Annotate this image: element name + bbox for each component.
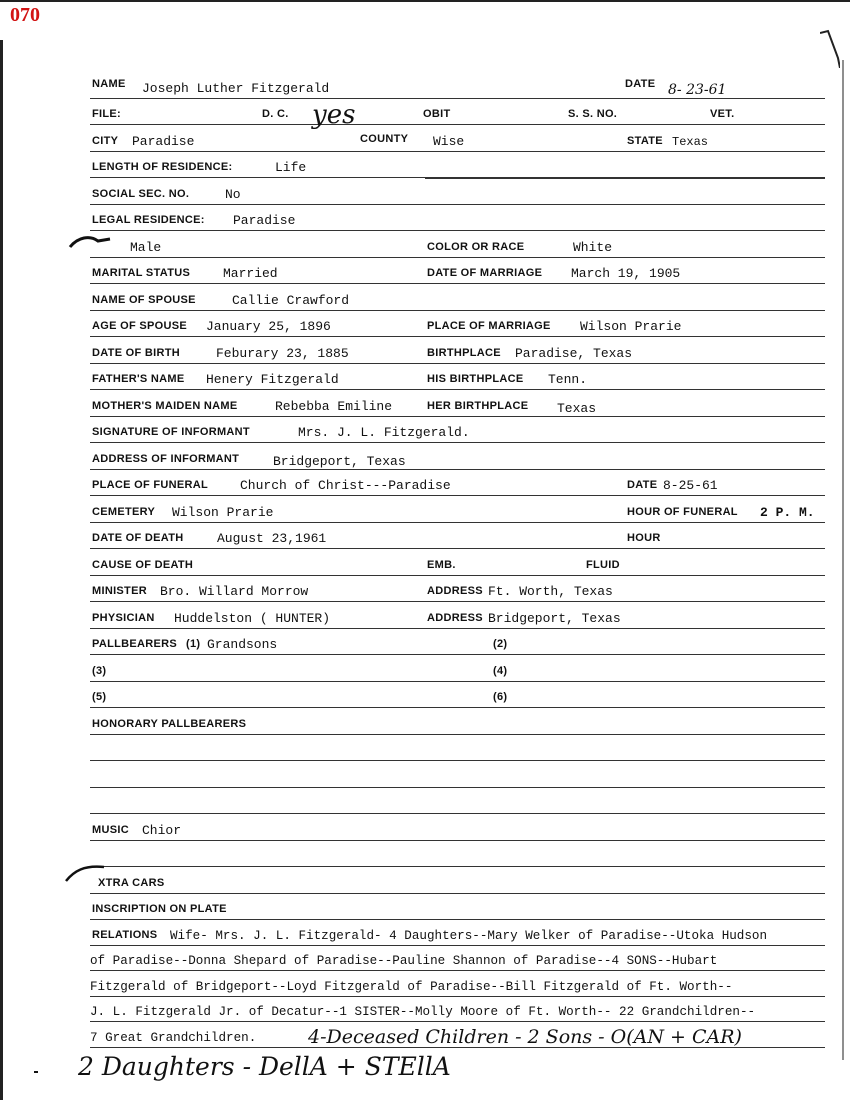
- row-minister: [90, 576, 825, 603]
- her-birthplace-label: HER BIRTHPLACE: [427, 399, 529, 412]
- row-cemetery: [90, 496, 825, 523]
- honorary-pallbearers-label: HONORARY PALLBEARERS: [92, 717, 247, 730]
- funeral-record-form: [78, 72, 825, 1088]
- place-of-funeral-value: Church of Christ---Paradise: [240, 478, 451, 493]
- date-label: DATE: [625, 77, 656, 90]
- relations-label: RELATIONS: [92, 928, 158, 941]
- age-of-spouse-label: AGE OF SPOUSE: [92, 320, 187, 332]
- minister-address-label: ADDRESS: [427, 585, 483, 597]
- honorary-blank-line-1: [90, 735, 825, 762]
- dc-label: D. C.: [262, 108, 289, 120]
- obit-label: OBIT: [423, 108, 451, 120]
- social-sec-label: SOCIAL SEC. NO.: [92, 187, 190, 200]
- row-pallbearers-1-2: [90, 629, 825, 656]
- inscription-on-plate-label: INSCRIPTION ON PLATE: [92, 903, 227, 915]
- page-number: 070: [10, 4, 40, 26]
- hour-of-funeral-label: HOUR OF FUNERAL: [627, 505, 738, 518]
- relations-text-3: Fitzgerald of Bridgeport--Loyd Fitzgerald of Paradise--Bill Fitzgerald of Ft. Worth--: [90, 979, 733, 994]
- place-of-marriage-label: PLACE OF MARRIAGE: [427, 320, 551, 332]
- row-social-sec: [90, 178, 825, 205]
- extra-cars-label: XTRA CARS: [98, 876, 165, 889]
- row-honorary-pallbearers: [90, 708, 825, 735]
- county-value: Wise: [433, 133, 465, 149]
- row-signature-informant: [90, 417, 825, 444]
- signature-of-informant-label: SIGNATURE OF INFORMANT: [92, 426, 250, 438]
- city-value: Paradise: [132, 133, 195, 149]
- row-legal-residence: [90, 205, 825, 232]
- physician-address-label: ADDRESS: [427, 611, 483, 624]
- name-label: NAME: [92, 77, 126, 90]
- fathers-name-value: Henery Fitzgerald: [206, 372, 339, 387]
- row-pallbearers-3-4: [90, 655, 825, 682]
- pallbearer-slot-1-num: (1): [186, 638, 201, 650]
- row-pallbearers-5-6: [90, 682, 825, 709]
- row-physician: [90, 602, 825, 629]
- physician-address-value: Bridgeport, Texas: [488, 610, 621, 626]
- scan-edge-top: [0, 0, 850, 2]
- minister-label: MINISTER: [92, 585, 147, 597]
- his-birthplace-value: Tenn.: [548, 372, 588, 387]
- relations-text-5: 7 Great Grandchildren.: [90, 1030, 257, 1045]
- date-of-death-label: DATE OF DEATH: [92, 532, 184, 544]
- address-of-informant-label: ADDRESS OF INFORMANT: [92, 452, 240, 465]
- pallbearers-label: PALLBEARERS: [92, 638, 177, 650]
- relations-text-1: Wife- Mrs. J. L. Fitzgerald- 4 Daughters--Mary Welker of Paradise--Utoka Hudson: [170, 928, 768, 943]
- physician-value: Huddelston ( HUNTER): [174, 610, 331, 626]
- relations-line-5: [90, 1022, 825, 1048]
- age-of-spouse-value: January 25, 1896: [206, 319, 331, 334]
- row-place-of-funeral: [90, 470, 825, 497]
- color-or-race-label: COLOR OR RACE: [427, 240, 525, 253]
- sex-value: Male: [130, 239, 162, 255]
- length-of-residence-label: LENGTH OF RESIDENCE:: [92, 161, 233, 173]
- relations-line-3: [90, 971, 825, 997]
- birthplace-label: BIRTHPLACE: [427, 346, 501, 359]
- pallbearer-slot-5-num: (5): [92, 691, 107, 703]
- row-sex: [90, 231, 825, 258]
- cemetery-label: CEMETERY: [92, 505, 156, 518]
- handwritten-note-daughters: 2 Daughters - DellA + STEllA: [78, 1051, 451, 1081]
- minister-value: Bro. Willard Morrow: [160, 584, 309, 599]
- row-cause-of-death: [90, 549, 825, 576]
- honorary-blank-line-3: [90, 788, 825, 815]
- place-of-funeral-label: PLACE OF FUNERAL: [92, 479, 209, 491]
- row-age-of-spouse: [90, 311, 825, 338]
- color-or-race-value: White: [573, 239, 613, 255]
- relations-text-4: J. L. Fitzgerald Jr. of Decatur--1 SISTER--Molly Moore of Ft. Worth-- 22 Grandchildren--: [90, 1005, 756, 1019]
- relations-line-1: [90, 920, 825, 946]
- music-label: MUSIC: [92, 823, 129, 836]
- date-of-marriage-value: March 19, 1905: [571, 266, 681, 281]
- row-city: [90, 125, 825, 152]
- date-value: 8- 23-61: [668, 81, 727, 98]
- legal-residence-label: LEGAL RESIDENCE:: [92, 214, 205, 226]
- music-blank-line: [90, 841, 825, 868]
- minister-address-value: Ft. Worth, Texas: [488, 584, 613, 599]
- row-extra-cars: [90, 867, 825, 894]
- handwritten-note-deceased-children: 4-Deceased Children - 2 Sons - O(AN + CAR): [308, 1025, 742, 1048]
- emb-label: EMB.: [427, 558, 456, 571]
- ss-no-label: S. S. NO.: [568, 108, 618, 120]
- fluid-label: FLUID: [586, 558, 620, 571]
- pallbearer-slot-6-num: (6): [493, 691, 508, 703]
- row-name: [90, 72, 825, 99]
- date-of-birth-value: Feburary 23, 1885: [216, 345, 349, 361]
- mothers-maiden-name-label: MOTHER'S MAIDEN NAME: [92, 399, 238, 412]
- pallbearer-slot-2-num: (2): [493, 638, 508, 650]
- fathers-name-label: FATHER'S NAME: [92, 373, 185, 385]
- hour-label: HOUR: [627, 532, 661, 544]
- row-inscription: [90, 894, 825, 921]
- funeral-date-label: DATE: [627, 479, 658, 491]
- corner-fold-mark: [820, 28, 840, 68]
- row-length-of-residence: [90, 152, 825, 179]
- state-label: STATE: [627, 134, 663, 147]
- legal-residence-value: Paradise: [233, 213, 296, 228]
- name-of-spouse-value: Callie Crawford: [232, 292, 350, 308]
- file-label: FILE:: [92, 108, 121, 120]
- state-value: Texas: [672, 134, 709, 149]
- signature-of-informant-value: Mrs. J. L. Fitzgerald.: [298, 425, 470, 440]
- row-mother: [90, 390, 825, 417]
- relations-line-2: [90, 946, 825, 972]
- his-birthplace-label: HIS BIRTHPLACE: [427, 373, 524, 385]
- vet-label: VET.: [710, 108, 735, 120]
- row-father: [90, 364, 825, 391]
- address-of-informant-value: Bridgeport, Texas: [273, 453, 406, 469]
- row-date-of-death: [90, 523, 825, 550]
- county-label: COUNTY: [360, 132, 409, 145]
- marital-status-value: Married: [223, 266, 278, 281]
- row-music: [90, 814, 825, 841]
- funeral-date-value: 8-25-61: [663, 478, 718, 493]
- pallbearer-slot-4-num: (4): [493, 664, 508, 677]
- name-value: Joseph Luther Fitzgerald: [142, 80, 330, 96]
- date-of-death-value: August 23,1961: [217, 531, 327, 546]
- row-date-of-birth: [90, 337, 825, 364]
- mothers-maiden-name-value: Rebebba Emiline: [275, 398, 393, 414]
- social-sec-value: No: [225, 186, 241, 202]
- name-of-spouse-label: NAME OF SPOUSE: [92, 293, 196, 306]
- row-file: [90, 99, 825, 130]
- row-address-informant: [90, 443, 825, 470]
- cemetery-value: Wilson Prarie: [172, 504, 274, 520]
- her-birthplace-value: Texas: [557, 400, 597, 416]
- pallbearer-slot-1-value: Grandsons: [207, 637, 278, 652]
- relations-text-2: of Paradise--Donna Shepard of Paradise--Pauline Shannon of Paradise--4 SONS--Hubart: [90, 954, 718, 968]
- dc-value: yes: [312, 100, 356, 130]
- place-of-marriage-value: Wilson Prarie: [580, 319, 682, 334]
- pallbearer-slot-3-num: (3): [92, 664, 107, 677]
- scan-speck: [34, 1071, 38, 1073]
- handwritten-line: [78, 1048, 825, 1088]
- hour-of-funeral-value: 2 P. M.: [760, 504, 815, 520]
- birthplace-value: Paradise, Texas: [515, 345, 633, 361]
- row-spouse: [90, 284, 825, 311]
- city-label: CITY: [92, 134, 119, 147]
- physician-label: PHYSICIAN: [92, 611, 155, 624]
- handwritten-mark: [68, 233, 118, 253]
- relations-line-4: [90, 997, 825, 1023]
- marital-status-label: MARITAL STATUS: [92, 267, 191, 279]
- date-of-marriage-label: DATE OF MARRIAGE: [427, 267, 543, 279]
- scan-edge-left: [0, 40, 3, 1100]
- cause-of-death-label: CAUSE OF DEATH: [92, 558, 194, 571]
- length-of-residence-value: Life: [275, 160, 307, 175]
- honorary-blank-line-2: [90, 761, 825, 788]
- date-of-birth-label: DATE OF BIRTH: [92, 346, 181, 359]
- row-marital-status: [90, 258, 825, 285]
- scan-edge-right: [842, 60, 844, 1060]
- music-value: Chior: [142, 822, 182, 838]
